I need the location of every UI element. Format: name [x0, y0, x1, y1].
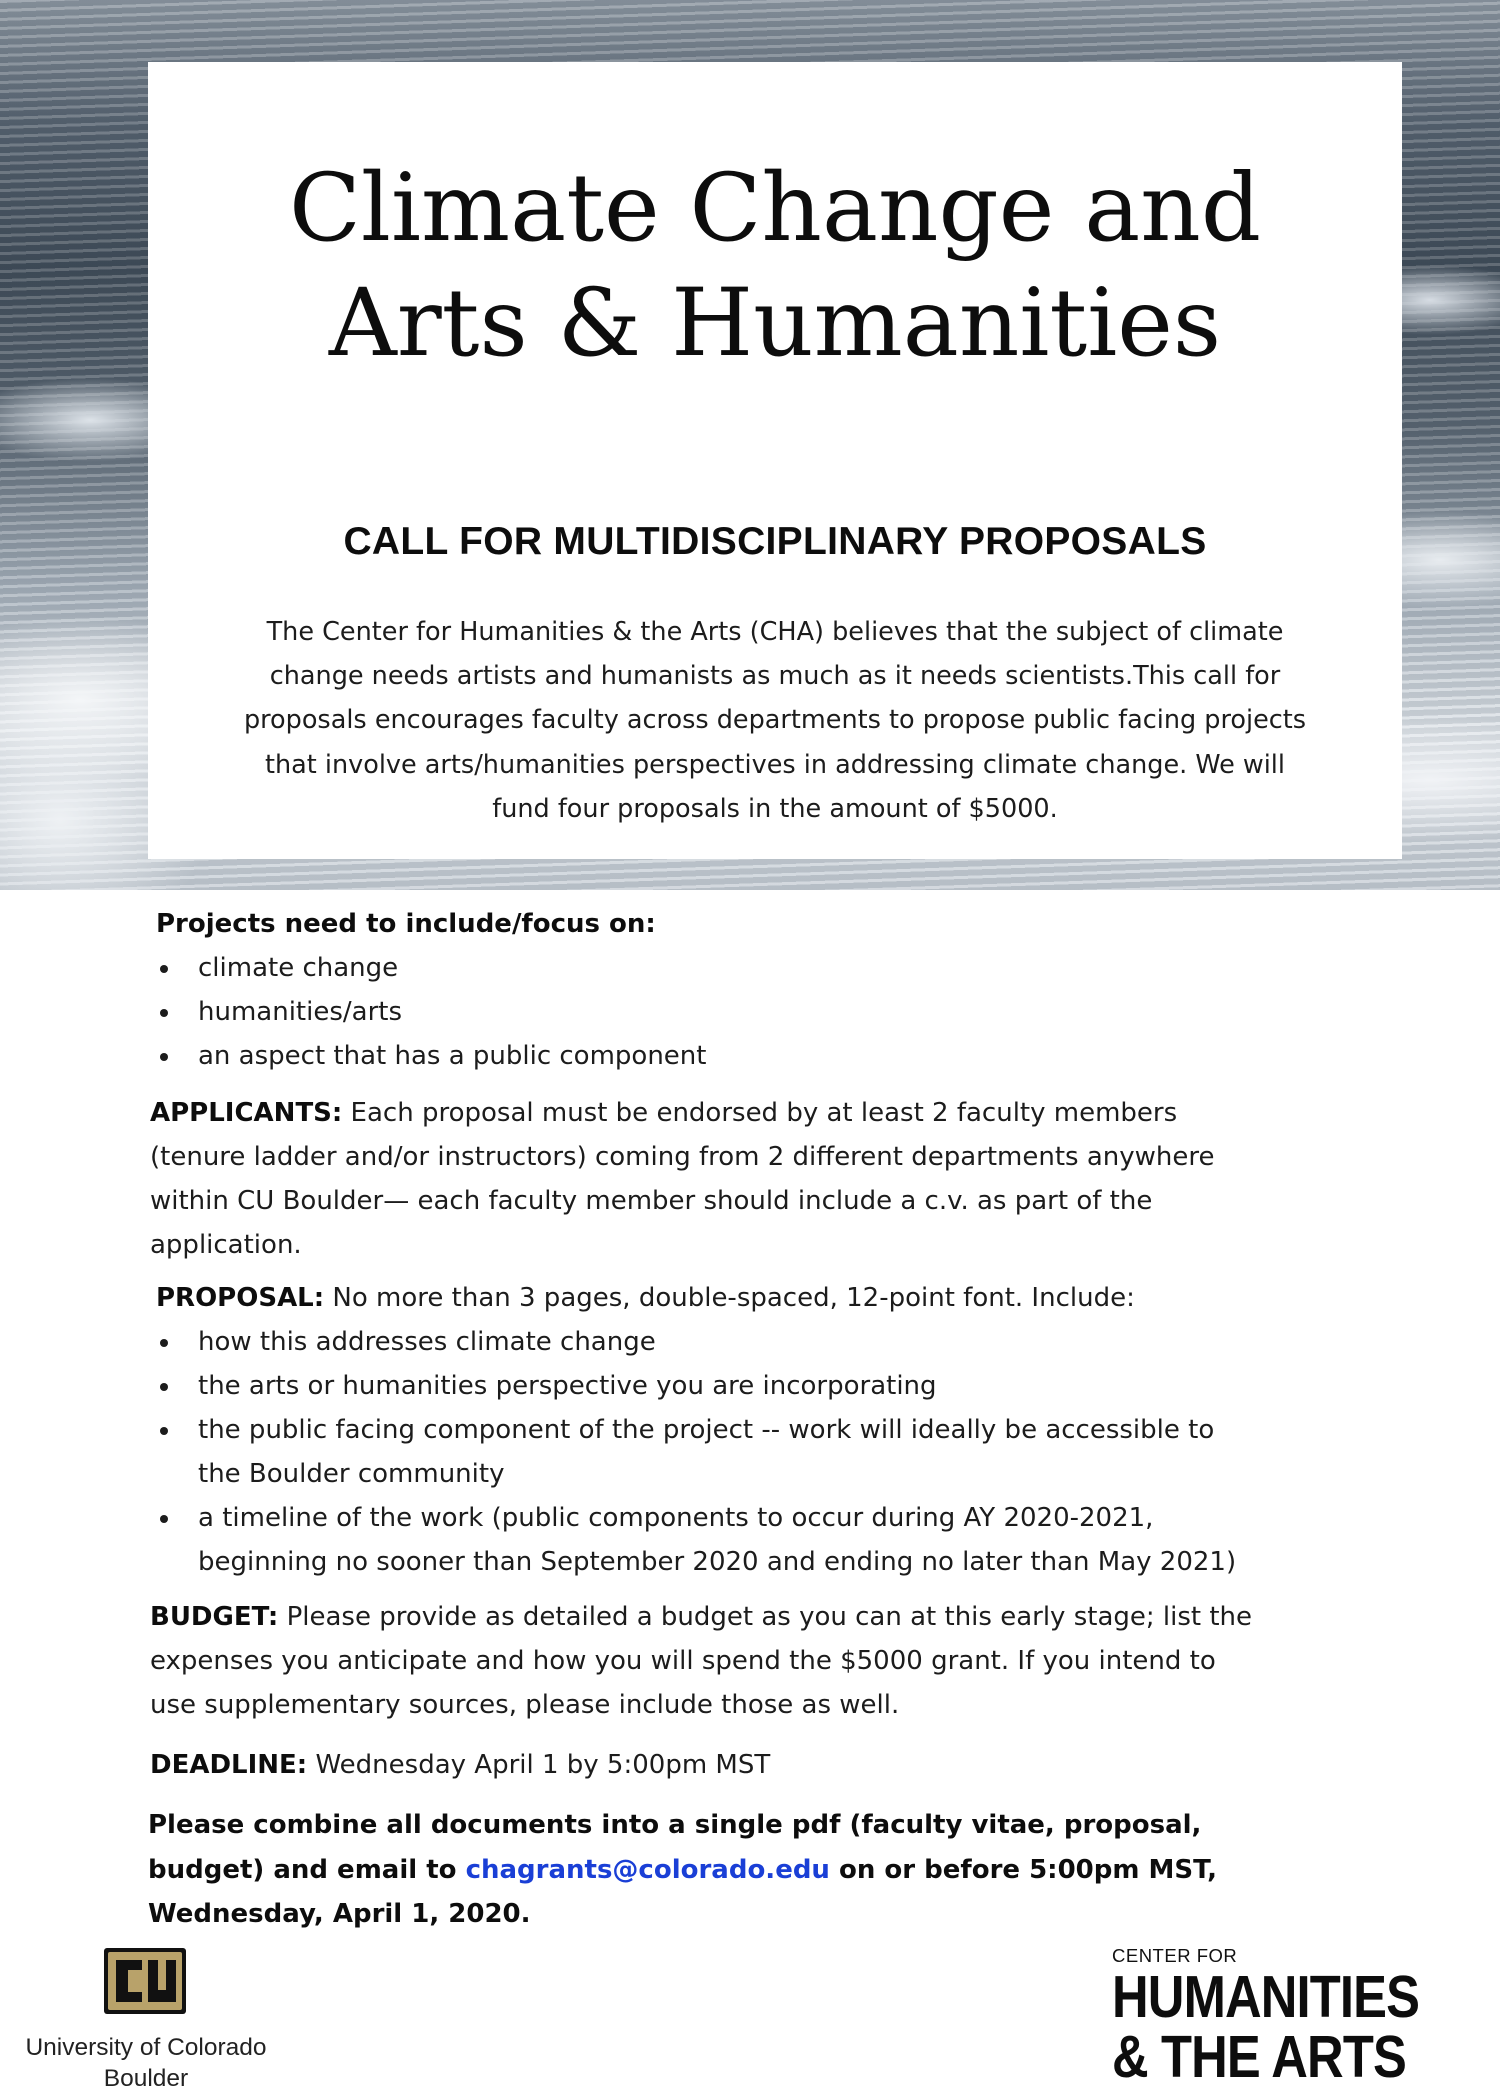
cha-logo-line-2: & THE ARTS: [1112, 2024, 1406, 2090]
applicants-text: Each proposal must be endorsed by at least 2 faculty members: [342, 1098, 1178, 1128]
cu-monogram-icon: [102, 1938, 188, 2024]
intro-line: that involve arts/humanities perspectives in addressing climate change. We will: [265, 749, 1285, 780]
list-item: the arts or humanities perspective you are incorporating: [156, 1364, 1376, 1408]
email-link[interactable]: chagrants@colorado.edu: [465, 1854, 830, 1885]
cha-logo-small-text: CENTER FOR: [1112, 1945, 1238, 1966]
hero-background-ice: [0, 0, 1500, 890]
applicants-label: APPLICANTS:: [150, 1098, 343, 1128]
cu-wordmark: [12, 2032, 280, 2094]
budget-section: [150, 1595, 1370, 1727]
list-item: [156, 1496, 1376, 1584]
cu-name-line-1: University of Colorado: [25, 2034, 267, 2061]
hero-card: [148, 62, 1402, 859]
applicants-text: (tenure ladder and/or instructors) coming from 2 different departments anywhere: [150, 1142, 1215, 1172]
intro-paragraph: [148, 610, 1402, 831]
proposal-list: [156, 1320, 1376, 1584]
deadline-label: DEADLINE:: [150, 1750, 308, 1780]
proposal-label: PROPOSAL:: [156, 1283, 325, 1313]
intro-line: proposals encourages faculty across departments to propose public facing projects: [243, 705, 1307, 736]
title-line-2: Arts & Humanities: [328, 268, 1222, 378]
budget-text: expenses you anticipate and how you will spend the $5000 grant. If you intend to: [150, 1646, 1216, 1676]
intro-line: The Center for Humanities & the Arts (CHA) believes that the subject of climate: [266, 617, 1284, 647]
cha-logo-line-1: HUMANITIES: [1112, 1964, 1420, 2030]
proposal-section: [156, 1276, 1376, 1584]
projects-section: [156, 902, 1356, 1078]
applicants-section: [150, 1091, 1370, 1267]
closing-line-1: Please combine all documents into a single pdf (faculty vitae, proposal,: [148, 1810, 1202, 1840]
page-title: [148, 152, 1402, 381]
list-item: how this addresses climate change: [156, 1320, 1376, 1364]
list-item: [156, 1408, 1376, 1496]
closing-line-2b: on or before 5:00pm MST,: [829, 1854, 1218, 1885]
title-line-1: Climate Change and: [289, 154, 1261, 263]
list-item-line: a timeline of the work (public components to occur during AY 2020-2021,: [198, 1503, 1154, 1533]
deadline-text: Wednesday April 1 by 5:00pm MST: [307, 1750, 771, 1780]
list-item: climate change: [156, 946, 1356, 990]
call-heading: CALL FOR MULTIDISCIPLINARY PROPOSALS: [343, 520, 1207, 563]
list-item-line: the Boulder community: [198, 1459, 505, 1489]
intro-line: change needs artists and humanists as much as it needs scientists.This call for: [269, 661, 1281, 692]
list-item-line: beginning no sooner than September 2020 and ending no later than May 2021): [198, 1547, 1237, 1577]
applicants-text: within CU Boulder— each faculty member should include a c.v. as part of the: [150, 1186, 1153, 1216]
budget-text: Please provide as detailed a budget as you can at this early stage; list the: [278, 1602, 1253, 1632]
list-item-line: the public facing component of the project -- work will ideally be accessible to: [198, 1415, 1215, 1445]
list-item: an aspect that has a public component: [156, 1034, 1356, 1078]
closing-line-2a: budget) and email to: [148, 1854, 466, 1885]
cha-logo: [1102, 1945, 1482, 2090]
budget-label: BUDGET:: [150, 1602, 279, 1632]
deadline-section: [150, 1743, 1370, 1787]
projects-list: [156, 946, 1356, 1078]
applicants-text: application.: [150, 1230, 302, 1260]
projects-heading: Projects need to include/focus on:: [156, 909, 656, 939]
budget-text: use supplementary sources, please include those as well.: [150, 1690, 900, 1720]
closing-instructions: [148, 1803, 1348, 1937]
closing-line-3: Wednesday, April 1, 2020.: [148, 1899, 531, 1929]
proposal-text: No more than 3 pages, double-spaced, 12-point font. Include:: [324, 1283, 1135, 1313]
list-item: humanities/arts: [156, 990, 1356, 1034]
cu-name-line-2: Boulder: [103, 2065, 189, 2092]
intro-line: fund four proposals in the amount of $5000.: [492, 793, 1058, 824]
